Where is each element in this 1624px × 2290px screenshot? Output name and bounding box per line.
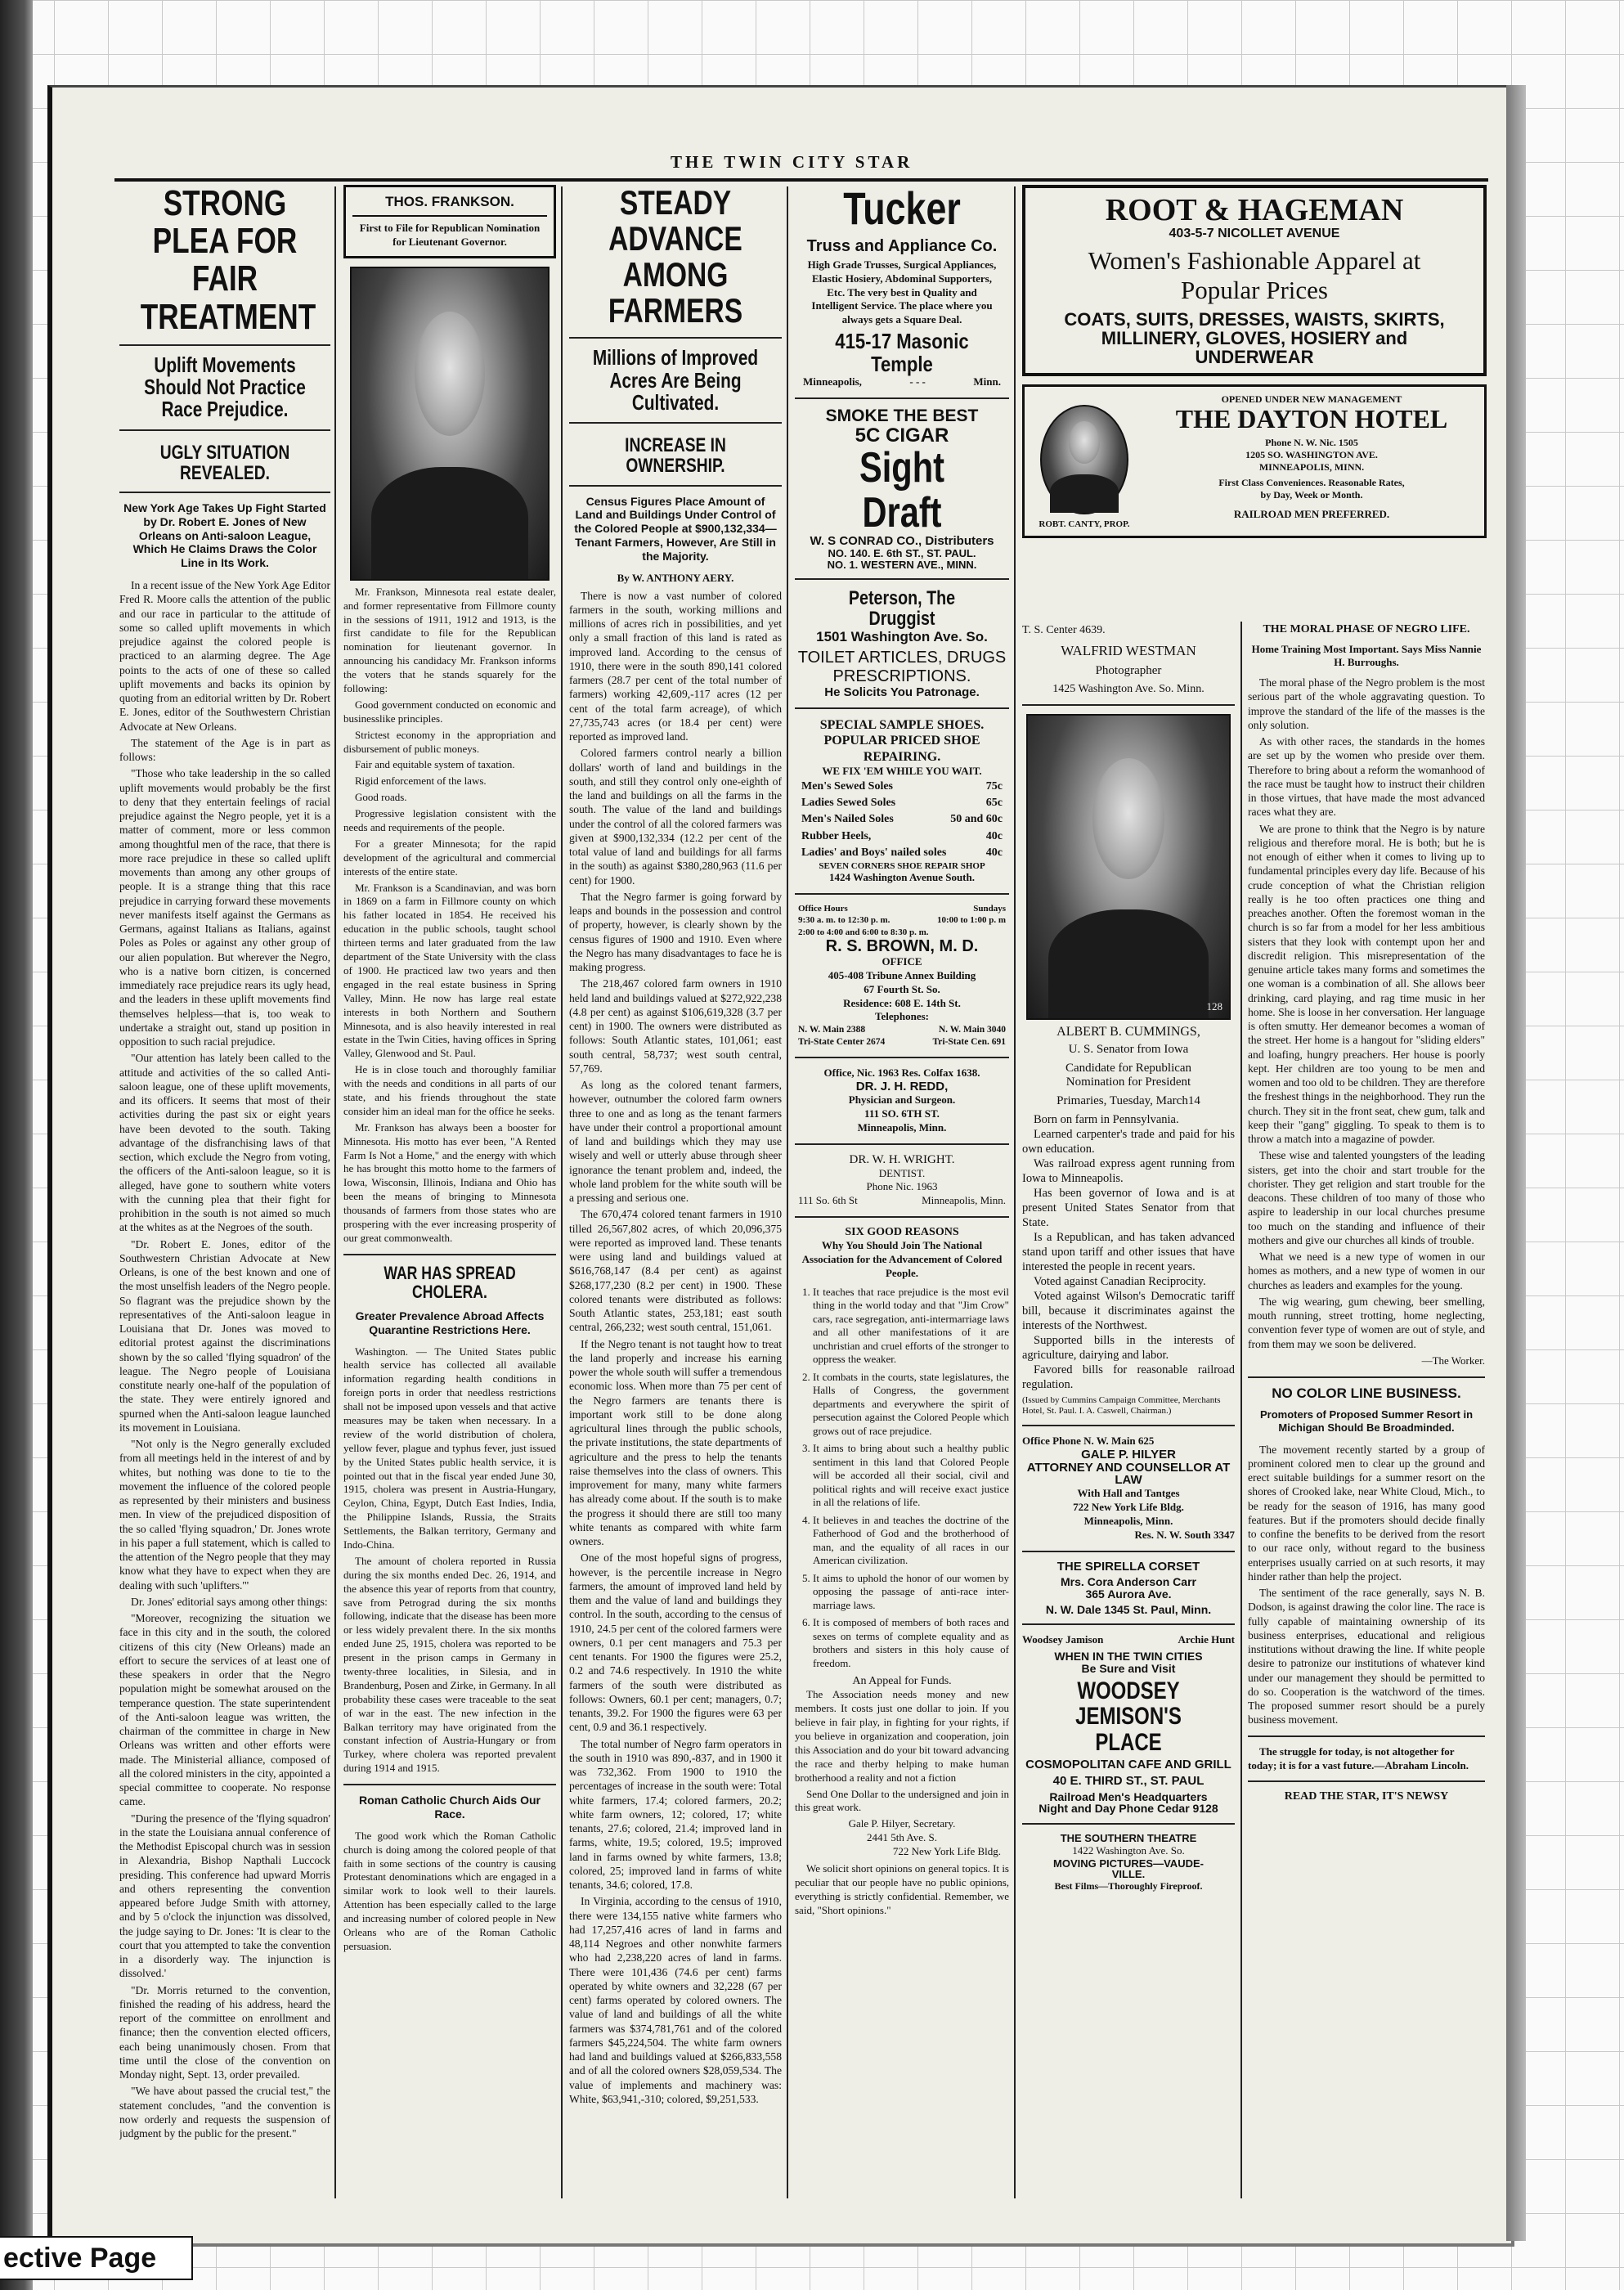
spirella-address: 365 Aurora Ave.: [1085, 1587, 1172, 1601]
brown-address: 67 Fourth St. So.: [864, 982, 940, 995]
article-body: [119, 578, 330, 2140]
paragraph: Learned carpenter's trade and paid for his own education.: [1022, 1128, 1235, 1156]
cholera-headline: WAR HAS SPREAD CHOLERA.: [384, 1262, 516, 1302]
paragraph: In Virginia, according to the census of 1910, there were 134,155 native white farmers who had 17,257,416 acres of land in farms and 48,114 Negroes and other nonwhite farmers who had 2,238,220 acres of land in farms. There were 101,436 (74.6 per cent) farms operated by white owners and 32,228 (67 per cent) farms operated by colored owners. The value of land and buildings of all the white farmers was $374,781,761 and of the colored farmers $45,224,504. The white farm owners had land and buildings valued at $266,833,558 and of all the colored owners $28,059,534. The value of implements and machinery was: White, $63,941,-310; colored, $9,251,533.: [569, 1895, 782, 2105]
root-hageman-line: Women's Fashionable Apparel at: [1088, 245, 1421, 275]
divider: [569, 485, 782, 487]
frankson-portrait: [350, 267, 550, 581]
paragraph: Dr. Jones' editorial says among other things:: [131, 1595, 328, 1608]
paragraph: The statement of the Age is in part as follows:: [119, 736, 330, 763]
cummings-candidacy: Nomination for President: [1065, 1075, 1191, 1089]
appeal-body: [795, 1688, 1009, 1815]
cummings-portrait: [1026, 714, 1231, 1020]
hilyer-title: ATTORNEY AND COUNSELLOR AT LAW: [1026, 1460, 1231, 1488]
divider: [343, 1784, 556, 1785]
wright-name: DR. W. H. WRIGHT.: [849, 1152, 955, 1166]
westman-phone: T. S. Center 4639.: [1022, 624, 1106, 636]
dayton-rr: RAILROAD MEN PREFERRED.: [1233, 507, 1390, 520]
page-label-tab: ective Page: [0, 2236, 193, 2280]
brown-name: R. S. BROWN, M. D.: [825, 936, 979, 955]
brown-phone-table: N. W. Main 2388 N. W. Main 3040 Tri-State Center 2674 Tri-State Cen. 691: [798, 1025, 1006, 1048]
shoe-address: 1424 Washington Avenue South.: [829, 871, 975, 884]
dayton-address: 1205 SO. WASHINGTON AVE.: [1245, 448, 1378, 460]
subhead: INCREASE IN OWNERSHIP.: [625, 434, 726, 478]
dayton-prop: ROBT. CANTY, PROP.: [1039, 519, 1130, 529]
price-row: Men's Sewed Soles 75c: [801, 779, 1003, 793]
headline-line: AMONG FARMERS: [608, 255, 743, 330]
headline-line: STEADY ADVANCE: [608, 185, 742, 258]
jamison-top: WHEN IN THE TWIN CITIES: [1054, 1650, 1203, 1664]
reasons-subhead: Why You Should Join The National Association for the Advancement of Colored People.: [801, 1239, 1003, 1279]
wright-phone: Phone Nic. 1963: [866, 1180, 938, 1193]
paragraph: As long as the colored tenant farmers, however, outnumber the colored farm owners three to one and as long as the tenant farmers have under their control a proportional amount of land and buildings which they may use wisely and well or utterly abuse through sheer ignorance the tenant problem and, indeed, the whole land problem for the white south will be a pressing and serious one.: [569, 1079, 782, 1205]
shoe-shop: SEVEN CORNERS SHOE REPAIR SHOP: [819, 861, 985, 872]
proprietor-portrait: [1040, 405, 1128, 514]
peterson-name: Peterson, The Druggist: [848, 587, 956, 631]
paragraph: Voted against Wilson's Democratic tariff bill, because it discriminates against the interests of the Northwest.: [1022, 1289, 1235, 1332]
headline-line: STRONG PLEA FOR: [152, 185, 298, 262]
westman-title: Photographer: [1095, 664, 1162, 678]
price-row: Ladies' and Boys' nailed soles 40c: [801, 846, 1003, 859]
paragraph: For a greater Minnesota; for the rapid development of the agricultural and commercial interests of the entire state.: [343, 837, 556, 878]
column-farmers: [569, 185, 782, 2197]
campaign-note: (Issued by Cummins Campaign Committee, Merchants Hotel, St. Paul. I. A. Caswell, Chairman.): [1022, 1394, 1221, 1416]
redd-office: Office, Nic. 1963 Res. Colfax 1638.: [823, 1066, 980, 1080]
list-item: 4. It believes in and teaches the doctrine of the Fatherhood of God and the brotherhood of man, and the equality of all races in our American civilization.: [813, 1514, 1009, 1568]
divider: [795, 397, 1009, 399]
root-hageman-line: MILLINERY, GLOVES, HOSIERY and: [1101, 327, 1408, 348]
article-body: [569, 589, 782, 2107]
appeal-signature: 722 New York Life Bldg.: [892, 1845, 1001, 1858]
brown-hours: Office Hours Sundays 9:30 a. m. to 12:30 p. m. 10:00 to 1:00 p. m 2:00 to 4:00 and 6:00 to 8:30 p. m.: [798, 903, 1006, 937]
root-hageman-name: ROOT & HAGEMAN: [1105, 193, 1404, 227]
price-row: Ladies Sewed Soles 65c: [801, 796, 1003, 809]
redd-city: Minneapolis, Minn.: [857, 1120, 947, 1134]
paragraph: If the Negro tenant is not taught how to treat the land properly and increase his earning power the whole south will suffer a tremendous economic loss. When more than 75 per cent of the Negro farmers are tenants there is important work still to be done along agricultural lines through the public schools, the private institutions, the state departments of agriculture and the press to help the tenants raise themselves into the class of owners. This improvement for many, many white farmers has already come about. If the south is to make the progress it should there are still too many white tenants as compared with white farm owners.: [569, 1337, 782, 1548]
lincoln-quote: The struggle for today, is not altogether for today; it is for a vast future.—Abraham Lincoln.: [1248, 1744, 1469, 1771]
dayton-text: [1146, 393, 1478, 529]
paragraph: The Association needs money and new members. It costs just one dollar to join. If you believe in fair play, in fighting for your rights, if you believe in organization and cooperation, join this Association and do your bit toward advancing the race and therby helping to make human brotherhood a reality and not a fiction: [795, 1688, 1009, 1784]
paragraph: Progressive legislation consistent with the needs and requirements of the people.: [343, 807, 556, 834]
photo-number: 128: [1206, 1000, 1222, 1013]
westman-name: WALFRID WESTMAN: [1061, 643, 1196, 659]
divider: [1248, 1376, 1485, 1378]
paragraph: Mr. Frankson is a Scandinavian, and was born in 1869 on a farm in Fillmore county on which his father located in 1854. He received his education in the public schools, taught school thirteen terms and later graduated from the law department of the State University with the class of 1900. He practiced law two years and then engaged in the real estate business in Spring Valley, Minn. He now has large real estate interests in both Northern and Southern Minnesota, and is also heavily interested in real estate in the Twin Cities, having offices in Spring Valley, Glenwood and St. Paul.: [343, 881, 556, 1060]
divider: [1248, 1735, 1485, 1737]
dayton-city: MINNEAPOLIS, MINN.: [1258, 460, 1365, 473]
paragraph: Is a Republican, and has taken advanced stand upon tariff and other issues that have interested the people in recent years.: [1022, 1230, 1235, 1273]
paragraph: The movement recently started by a group of prominent colored men to clear up the ground and erect suitable buildings for a summer resort on the shores of Crooked lake, near White Cloud, Mich., to be ready for the season of 1916, has many good features. But if the promoters should decide finally to confine the benefits to be derived from the resort to our race only, without regard to the business enterprises usually carried on at such resorts, it may hinder rather than help the project.: [1248, 1443, 1485, 1583]
paragraph: Good roads.: [355, 791, 407, 804]
brown-address: 405-408 Tribune Annex Building: [828, 968, 976, 981]
opinions-note: We solicit short opinions on general topics. It is peculiar that our people have no public opinions, everything is strictly confidential. Remember, we said, "Short opinions.": [795, 1862, 1009, 1916]
adjacent-page-edge: [0, 0, 33, 2290]
cummings-name: ALBERT B. CUMMINGS,: [1056, 1025, 1200, 1039]
paragraph: The 670,474 colored tenant farmers in 1910 tilled 26,567,802 acres, of which 20,096,375 were reported as improved land. These tenants were using land and buildings valued at $616,768,147 (8.4 per cent) as against $268,177,230 (8.2 per cent) in 1900. These colored tenants were distributed as follows: South Atlantic states, 253,181; east south central, 266,232; west south central, 151,061.: [569, 1208, 782, 1334]
moral-signature: —The Worker.: [1421, 1354, 1485, 1367]
root-hageman-line: UNDERWEAR: [1195, 346, 1314, 367]
dayton-proprietor: [1031, 393, 1137, 529]
peterson-line: He Solicits You Patronage.: [824, 685, 980, 700]
frankson-box: [343, 185, 556, 258]
paragraph: Has been governor of Iowa and is at present United States Senator from that State.: [1022, 1187, 1235, 1229]
subhead: Millions of Improved Acres Are Being Cultivated.: [592, 345, 759, 415]
cummings-title: U. S. Senator from Iowa: [1068, 1043, 1189, 1057]
divider: [1022, 704, 1235, 706]
divider: [569, 422, 782, 424]
wright-title: DENTIST.: [878, 1166, 926, 1179]
divider: [1022, 1823, 1235, 1825]
peterson-line: PRESCRIPTIONS.: [832, 667, 971, 686]
newsy-slogan: READ THE STAR, IT'S NEWSY: [1284, 1790, 1449, 1803]
divider: [1022, 1425, 1235, 1426]
appeal-headline: An Appeal for Funds.: [852, 1675, 952, 1688]
tucker-description: High Grade Trusses, Surgical Appliances, Elastic Hosiery, Abdominal Supporters, Etc. The very best in Quality and Intelligent Service. The place where you always gets a Square Deal.: [807, 258, 997, 326]
root-hageman-address: 403-5-7 NICOLLET AVENUE: [1169, 226, 1340, 240]
moral-article: [1248, 676, 1485, 1351]
headline-line: FAIR TREATMENT: [140, 258, 316, 337]
paragraph: Good government conducted on economic and businesslike principles.: [343, 698, 556, 725]
cigar-top: SMOKE THE BEST: [825, 406, 979, 425]
theatre-line: Best Films—Thoroughly Fireproof.: [1054, 1879, 1203, 1892]
tucker-city: Minneapolis, - - - Minn.: [803, 375, 1001, 388]
color-line-deck: Promoters of Proposed Summer Resort in Michigan Should Be Broadminded.: [1259, 1408, 1474, 1435]
root-hageman-line: COATS, SUITS, DRESSES, WAISTS, SKIRTS,: [1064, 308, 1445, 330]
spirella-person: Mrs. Cora Anderson Carr: [1061, 1575, 1196, 1589]
dayton-name: THE DAYTON HOTEL: [1175, 403, 1448, 433]
divider: [795, 1143, 1009, 1145]
divider: [119, 344, 330, 346]
subhead: Uplift Movements Should Not Practice Race Prejudice.: [144, 352, 306, 422]
spirella-phone: N. W. Dale 1345 St. Paul, Minn.: [1045, 1602, 1212, 1616]
tucker-address: 415-17 Masonic Temple: [835, 329, 969, 376]
jamison-place: WOODSEY JEMISON'S: [1075, 1677, 1182, 1731]
paragraph: The wig wearing, gum chewing, beer smelling, mouth running, street trotting, home neglecting, convention fever type of women are out of style, and from them may we soon be delivered.: [1248, 1295, 1485, 1350]
divider: [569, 337, 782, 339]
paragraph: Rigid enforcement of the laws.: [355, 775, 487, 788]
paragraph: The 218,467 colored farm owners in 1910 held land and buildings valued at $272,922,238 (4.8 per cent) as against $106,619,328 (3.7 per cent) in 1900. The owners were distributed as follows: South Atlantic states, 101,061; east south central, 58,737; west south central, 57,769.: [569, 977, 782, 1075]
list-item: 1. It teaches that race prejudice is the most evil thing in the world today and that "Jim Crow" cars, race segregation, anti-intermarriage laws and all other manifestations of it are unchristian and cruel efforts of the stronger to oppress the weaker.: [813, 1286, 1009, 1367]
jamison-place: PLACE: [1095, 1728, 1162, 1756]
paragraph: He is in close touch and thoroughly familiar with the needs and conditions in all parts of our state, and his friends throughout the state consider him an ideal man for the office he seeks.: [343, 1063, 556, 1117]
article-deck: New York Age Takes Up Fight Started by Dr. Robert E. Jones of New Orleans on Anti-saloon League, Which He Claims Draws the Color Line in Its Work.: [123, 501, 326, 570]
theatre-line: MOVING PICTURES—VAUDE-: [1053, 1857, 1204, 1870]
cholera-deck: Greater Prevalence Abroad Affects Quarantine Restrictions Here.: [355, 1309, 545, 1336]
cholera-article: [343, 1345, 556, 1776]
cummings-record: [1022, 1113, 1235, 1392]
column-rule: [787, 186, 788, 2198]
column-ads: [795, 185, 1009, 2197]
appeal-signature: 2441 5th Ave. S.: [866, 1831, 938, 1844]
tucker-subtitle: Truss and Appliance Co.: [806, 236, 998, 255]
divider: [795, 1057, 1009, 1058]
color-line-headline: NO COLOR LINE BUSINESS.: [1272, 1385, 1461, 1401]
cummings-candidacy: Candidate for Republican: [1065, 1062, 1192, 1075]
cigar-mid: 5C CIGAR: [855, 424, 949, 447]
tucker-name: Tucker: [843, 185, 961, 234]
reasons-list: [795, 1286, 1009, 1671]
shoe-headline: SPECIAL SAMPLE SHOES. POPULAR PRICED SHOE REPAIRING.: [819, 718, 985, 764]
jamison-address: 40 E. THIRD ST., ST. PAUL: [1052, 1774, 1205, 1788]
paragraph: Strictest economy in the appropriation and disbursement of public moneys.: [343, 728, 556, 755]
paragraph: As with other races, the standards in the homes are set up by the women who preside over them. Therefore to bring about a reform the womanhood of the race must be taught how to instruct their children in those virtues, that have made the most advanced races what they are.: [1248, 735, 1485, 819]
divider: [795, 893, 1009, 895]
byline: By W. ANTHONY AERY.: [617, 571, 734, 584]
hilyer-phone: Office Phone N. W. Main 625: [1022, 1434, 1155, 1447]
jamison-visit: Be Sure and Visit: [1081, 1662, 1176, 1676]
peterson-line: TOILET ARTICLES, DRUGS: [797, 649, 1007, 667]
dayton-line: First Class Conveniences. Reasonable Rates,: [1218, 476, 1405, 488]
paragraph: One of the most hopeful signs of progress, however, is the percentile increase in Negro farmers, the amount of improved land held by them and the value of land and buildings they control. In the south, according to the census of 1910, 24.5 per cent of the colored farmers were owners, 0.1 per cent managers and 75.3 per cent tenants. For 1900 the figures were 25.2, 0.2 and 74.6 respectively. In 1910 the white farmers of the south were distributed as follows: Owners, 60.1 per cent; managers, 0.7; tenants, 39.2. For 1900 the figures were 63 per cent, 0.9 and 36.1 respectively.: [569, 1551, 782, 1734]
dayton-hotel-ad: [1022, 384, 1487, 538]
list-item: 3. It aims to bring about such a healthy public sentiment in this land that Colored People will be accorded all their social, civil and political rights and will receive exact justice in all the relations of life.: [813, 1442, 1009, 1510]
paragraph: "Dr. Morris returned to the convention, finished the reading of his address, heard the report of the committee on enrollment and finance; then the convention elected officers, each being unanimously chosen. From that time until the close of the convention on Monday night, Sept. 13, order prevailed.: [119, 1983, 330, 2081]
shoe-price-list: [795, 779, 1009, 861]
paragraph: In a recent issue of the New York Age Editor Fred R. Moore calls the attention of the public and our race in particular to the attitude of some so called uplift movements in which prejudice against the colored people is practiced to an alarming degree. The Age points to the acts of one of these so called uplift movements and backs its opinion by quoting from an editorial written by Dr. Robert E. Jones, editor of the Southwestern Christian Advocate at New Orleans.: [119, 579, 330, 733]
spirella-name: THE SPIRELLA CORSET: [1056, 1559, 1200, 1574]
appeal-signature: Gale P. Hilyer, Secretary.: [848, 1817, 956, 1830]
divider: [1248, 1780, 1485, 1782]
wright-address: 111 So. 6th St Minneapolis, Minn.: [798, 1194, 1006, 1207]
paragraph: Was railroad express agent running from Iowa to Minneapolis.: [1022, 1157, 1235, 1186]
top-right-ads: [1022, 185, 1487, 626]
subhead: UGLY SITUATION REVEALED.: [159, 441, 290, 484]
divider: [343, 1254, 556, 1255]
brown-telephones: Telephones:: [875, 1010, 929, 1023]
paragraph: What we need is a new type of women in our homes as mothers, and a new type of women in our churches as leaders and examples for the young.: [1248, 1251, 1485, 1291]
color-line-article: [1248, 1443, 1485, 1727]
paragraph: The amount of cholera reported in Russia during the six months ended Dec. 26, 1914, and the absence this year of reports from that country, save from Petrograd during the six months following, indicate that the disease has been more or less widely prevalent there. In the six months ended June 25, 1915, cholera was reported to be present in the prison camps in Germany in twenty-three localities, in Silesia, and in Brandenburg, Posen and Zirke, in Germany. In all probability these cases were traceable to the seat of war in the east. The new infection in the Balkan territory may have originated from the constant infection of Austria-Hungary or from Turkey, where cholera was reported prevalent during 1914 and 1915.: [343, 1554, 556, 1775]
column-strong-plea: [119, 185, 330, 2197]
paragraph: "Those who take leadership in the so called uplift movements would probably be the first to deny that they entertain feelings of racial prejudice against the Negro people, yet it is a matter of comment, more or less common among thoughtful men of the race, that there is more race prejudice in these so called uplift movements than among any other groups of people. It is a strange thing that this race prejudice in carrying forward these movements never manifests itself against the Germans as Germans, against Italians as Italians, against Poles as Poles or against any other group of our alien population. But wherever the Negro, who is a native born citizen, is concerned immediately race prejudice rears its ugly head, and the leaders in these uplift movements find themselves helpless—that is, too weak to undertake a straight out, stand up position in opposition to such racial prejudice.: [119, 767, 330, 1048]
cigar-distributor: W. S CONRAD CO., Distributers: [810, 534, 994, 549]
paragraph: Send One Dollar to the undersigned and join in this great work.: [795, 1787, 1009, 1814]
divider: [119, 492, 330, 493]
paragraph: Colored farmers control nearly a billion dollars' worth of land and buildings in the south, and still they control only one-eighth of the land and buildings on all the farms in the south. The value of the land and buildings under the control of all the colored farmers was given at $900,132,334 (12.2 per cent of the total value of land and buildings for all farms in the south) as against $380,280,963 (11.6 per cent) for 1900.: [569, 747, 782, 887]
paragraph: "Moreover, recognizing the situation we face in this city and in the south, the colored citizens of this city (New Orleans) made an effort to secure the services of at least one of these speakers in order that the Negro population might be somewhat aroused on the temperance question. The state superintendent of the Anti-saloon league was written, the chairman of the committee in charge in New Orleans was written and other efforts were made. The Ministerial alliance, composed of all the colored ministers in the city, appointed a special committee to cooperate. No response came.: [119, 1612, 330, 1808]
cigar-address: NO. 1. WESTERN AVE., MINN.: [827, 558, 977, 571]
article-deck: Census Figures Place Amount of Land and Buildings Under Control of the Colored People at $900,132,334—Tenant Farmers, However, Are Still in the Majority.: [574, 494, 777, 563]
shoe-subhead: WE FIX 'EM WHILE YOU WAIT.: [822, 764, 982, 777]
divider: [1022, 1623, 1235, 1625]
list-item: 2. It combats in the courts, state legislatures, the Halls of Congress, the government departments and everywhere the spirit of persecution against the Colored People which grows out of race prejudice.: [813, 1371, 1009, 1439]
divider: [1022, 1551, 1235, 1552]
theatre-name: THE SOUTHERN THEATRE: [1060, 1832, 1197, 1845]
jamison-phone: Night and Day Phone Cedar 9128: [1039, 1802, 1218, 1816]
root-hageman-ad: [1022, 185, 1487, 376]
paragraph: Fair and equitable system of taxation.: [355, 758, 515, 771]
paragraph: Mr. Frankson has always been a booster for Minnesota. His motto has ever been, "A Rented Farm Is Not a Home," and the energy with which he has brought this motto home to the farmers of Iowa, Wisconsin, Illinois, Indiana and Ohio has been the means of bringing to Minnesota thousands of farmers from those states who are prospering with the ever increasing prosperity of our great commonwealth.: [343, 1120, 556, 1244]
brown-residence: Residence: 608 E. 14th St.: [843, 996, 961, 1009]
redd-title: Physician and Surgeon.: [848, 1093, 956, 1106]
paragraph: "During the presence of the 'flying squadron' in the state the Louisiana annual conference of the Methodist Episcopal church was in session in Alexandria, Bishop Napthali Luccock presiding. This conference had upward Morris and others representing the convention appeared before Judge Smith with attorney, and by 5 o'clock the injunction was dissolved, the judge saying to Dr. Jones: 'It is clear to the court that you attempted to take the convention in a disorderly way. The injunction is dissolved.': [119, 1812, 330, 1980]
column-frankson: [343, 185, 556, 2197]
frankson-article: [343, 586, 556, 1246]
hilyer-city: Minneapolis, Minn.: [1083, 1514, 1173, 1527]
paragraph: "Dr. Robert E. Jones, editor of the Southwestern Christian Advocate at New Orleans, is one of the best known and one of the most unselfish leaders of the Negro people. So flagrant was the prejudice shown by the representatives of the Anti-saloon league in Louisiana that Dr. Jones was moved to editorial protest against the discriminations shown by the so called 'flying squadron' of the league. The Negro people of Louisiana constitute nearly one-half of the population of the state. They were entirely ignored and spurned when the Anti-saloon league launched its movement in Louisiana.: [119, 1237, 330, 1434]
peterson-address: 1501 Washington Ave. So.: [816, 628, 988, 644]
masthead-rule: [114, 178, 1488, 182]
paragraph: Voted against Canadian Reciprocity.: [1034, 1274, 1206, 1288]
hilyer-address: 722 New York Life Bldg.: [1073, 1501, 1184, 1513]
jamison-cafe: COSMOPOLITAN CAFE AND GRILL: [1025, 1758, 1231, 1772]
paragraph: There is now a vast number of colored farmers in the south, working millions and millions of acres rich in possibilities, and yet only a small fraction of this land is rated as improved land. According to the census of 1910, there were in the south 890,141 colored farmers (28.7 per cent of the total number of farmers) working 42,609,-117 acres (12 per cent of the total farm acreage), of which 27,735,743 acres (or 18.4 per cent) were reported as improved land.: [569, 589, 782, 743]
church-article: [343, 1830, 556, 1954]
redd-address: 111 SO. 6TH ST.: [864, 1107, 940, 1120]
redd-name: DR. J. H. REDD,: [855, 1080, 949, 1094]
paragraph: The moral phase of the Negro problem is the most serious part of the whole aggravating question. To improve the standard of the life of the masses is the only solution.: [1248, 676, 1485, 731]
column-rule: [1014, 186, 1016, 2198]
column-cummings: [1022, 623, 1235, 2197]
divider: [795, 1216, 1009, 1218]
moral-headline: THE MORAL PHASE OF NEGRO LIFE.: [1263, 623, 1470, 635]
paragraph: Favored bills for reasonable railroad regulation.: [1022, 1363, 1235, 1391]
church-headline: Roman Catholic Church Aids Our Race.: [359, 1794, 541, 1821]
cigar-address: NO. 140. E. 6th ST., ST. PAUL.: [828, 546, 976, 559]
paragraph: The good work which the Roman Catholic church is doing among the colored people of that faith in some sections of the country is causing Protestant denominations which are engaged in a similar work to look well to their laurels. Attention has been especially called to the large and increasing number of colored people in New Orleans who are of the Roman Catholic persuasion.: [343, 1829, 556, 1952]
paragraph: "Not only is the Negro generally excluded from all meetings held in the interest of and by whites, but nothing was done to tie to the movement the influence of the colored people as represented by their ministers and business men. In view of the prejudiced disposition of the so called 'flying squadron,' Dr. Jones wrote in his paper a full statement, which is called to the attention of the Negro people that they may know what they have to expect when they are dealing with such 'uplifters.'": [119, 1438, 330, 1592]
column-rule: [1240, 622, 1242, 2198]
column-rule: [334, 186, 336, 2198]
jamison-names: Woodsey Jamison Archie Hunt: [1022, 1633, 1235, 1646]
price-row: Men's Nailed Soles 50 and 60c: [801, 813, 1003, 826]
divider: [795, 578, 1009, 580]
divider: [119, 429, 330, 431]
theatre-line: VILLE.: [1111, 1868, 1146, 1881]
hilyer-residence: Res. N. W. South 3347: [1134, 1528, 1235, 1541]
paragraph: We are prone to think that the Negro is by nature religious and therefore moral. He is both; but he is not enough of either when it comes to living up to fundamental principles every day life. Because of his crude conception of what the Christian religion really is he too often practices one thing and preaches another. Often the foremost woman in the church is so far from a model for her less ambitious sisters that they look with contempt upon her and discredit religion. This misrepresentation of the genuine article takes many forms and sometimes the one woman is a combination of all. She allows beer drinking, card playing, and rag time music in her home. She is loose in her conversation. Her language is often smutty. Her demeanor becomes a woman of the street. Her home is a hangout for "sliding elders" and loafing, hungry preachers. Her house is poorly kept. Her children are too young to be men and women and too old to be children. They are therefore the freshest things in the neighborhood. They run the church. They sit in the front seat, chew gum, talk and keep their "gang" giggling. To speak to them is to throw a match into a magazine of powder.: [1248, 822, 1485, 1145]
paragraph: Washington. — The United States public health service has collected all available information regarding health conditions in foreign ports in order that needless restrictions shall not be imposed upon vessels and that active measures may be taken when necessary. In a review of the world distribution of cholera, yellow fever, plague and typhus fever, just issued by the United States public health service, it is pointed out that in the fiscal year ended June 30, 1915, cholera was present in Austria-Hungary, Ceylon, China, Egypt, Dutch East Indies, India, the Philippine Islands, Russia, the Straits Settlements, the Balkan territory, Germany and Indo-China.: [343, 1345, 556, 1551]
paragraph: Supported bills in the interests of agriculture, dairying and labor.: [1022, 1333, 1235, 1362]
hilyer-name: GALE P. HILYER: [1081, 1447, 1176, 1462]
column-rule: [561, 186, 563, 2198]
westman-address: 1425 Washington Ave. So. Minn.: [1052, 683, 1205, 696]
cigar-brand: Sight Draft: [859, 443, 944, 537]
page-edge-shadow: [1506, 85, 1526, 2241]
paragraph: "We have about passed the crucial test," the statement concludes, "and the convention is now orderly and requests the suspension of judgment by the public for the present.": [119, 2085, 330, 2140]
root-hageman-line: Popular Prices: [1181, 275, 1328, 304]
column-moral-phase: [1248, 623, 1485, 2197]
dayton-line: by Day, Week or Month.: [1260, 488, 1363, 501]
paragraph: "Our attention has lately been called to the attitude and activities of the so called Anti-saloon league, one of these uplift movements, and its officers. It seems that most of their activities during the past six or eight years have been devoted to the south. Taking advantage of the disfranchising laws of that section, which exclude the Negro from voting, the officers of the Anti-saloon league, so it is alleged, have gone to southern white voters with the cunning plea that their fight for prohibition in the south is not aimed so much at the whites as at the Negroes of the south.: [119, 1052, 330, 1234]
paragraph: These wise and talented youngsters of the leading sisters, get into the choir and start trouble for the chorister. They get religion and start trouble for the deacons. These children of too many of those who aspire to leadership in our local churches presume too much on the standing and influence of their mothers and give our churches all kinds of trouble.: [1248, 1149, 1485, 1246]
box-title: THOS. FRANKSON.: [385, 194, 514, 209]
moral-subhead: Home Training Most Important. Says Miss Nannie H. Burroughs.: [1251, 643, 1482, 668]
cummings-primary: Primaries, Tuesday, March14: [1056, 1094, 1200, 1108]
hilyer-with: With Hall and Tantges: [1077, 1487, 1180, 1500]
divider: [795, 707, 1009, 709]
dayton-top: OPENED UNDER NEW MANAGEMENT: [1221, 393, 1402, 405]
brown-office: OFFICE: [882, 954, 922, 968]
jamison-hq: Railroad Men's Headquarters: [1049, 1789, 1208, 1803]
paragraph: The total number of Negro farm operators in the south in 1910 was 890,-837, and in 1900 it was 732,362. From 1900 to 1910 the percentages of increase in the south were: Total white farmers, 17.4; colored farmers, 20.2; white farm owners, 12; colored, 17; white tenants, 27.6; colored, 21.4; improved land in farms, white, 19.5; colored, 19.5; improved land in farms owned by white farmers, 13.8; colored, 25; improved land in farms of white tenants, 34.6; colored, 17.8.: [569, 1737, 782, 1892]
reasons-headline: SIX GOOD REASONS: [845, 1226, 959, 1239]
box-subtitle: First to File for Republican Nomination for Lieutenant Governor.: [359, 222, 541, 248]
paragraph: Born on farm in Pennsylvania.: [1034, 1113, 1179, 1127]
paragraph: That the Negro farmer is going forward by leaps and bounds in the possession and control of property, however, is clearly shown by the census figures of 1900 and 1910. Even where the Negro has many disadvantages to face he is making progress.: [569, 890, 782, 974]
paragraph: Mr. Frankson, Minnesota real estate dealer, and former representative from Fillmore county in the sessions of 1911, 1912 and 1913, is the first candidate to file for the Republican nomination for lieutenant governor. In announcing his candidacy Mr. Frankson informs the voters that he stands squarely for the following:: [343, 585, 556, 695]
paragraph: The sentiment of the race generally, says N. B. Dodson, is against drawing the color line. The race is fully capable of maintaining ownership of its business enterprises, educational and religious institutions without drawing the line. If white people desire to patronize our institutions of whatever kind under our management they should be permitted to do so. Cooperation is the watchword of the times. The proposed summer resort should be a purely business movement.: [1248, 1587, 1485, 1726]
list-item: 5. It aims to uphold the honor of our women by opposing the passage of anti-race inter-marriage laws.: [813, 1572, 1009, 1613]
dayton-phone: Phone N. W. Nic. 1505: [1265, 436, 1358, 448]
masthead: THE TWIN CITY STAR: [671, 152, 913, 172]
price-row: Rubber Heels, 40c: [801, 829, 1003, 842]
list-item: 6. It is composed of members of both races and sexes on terms of complete equality and as brothers and sisters in this holy cause of freedom.: [813, 1616, 1009, 1670]
theatre-address: 1422 Washington Ave. So.: [1072, 1843, 1185, 1857]
